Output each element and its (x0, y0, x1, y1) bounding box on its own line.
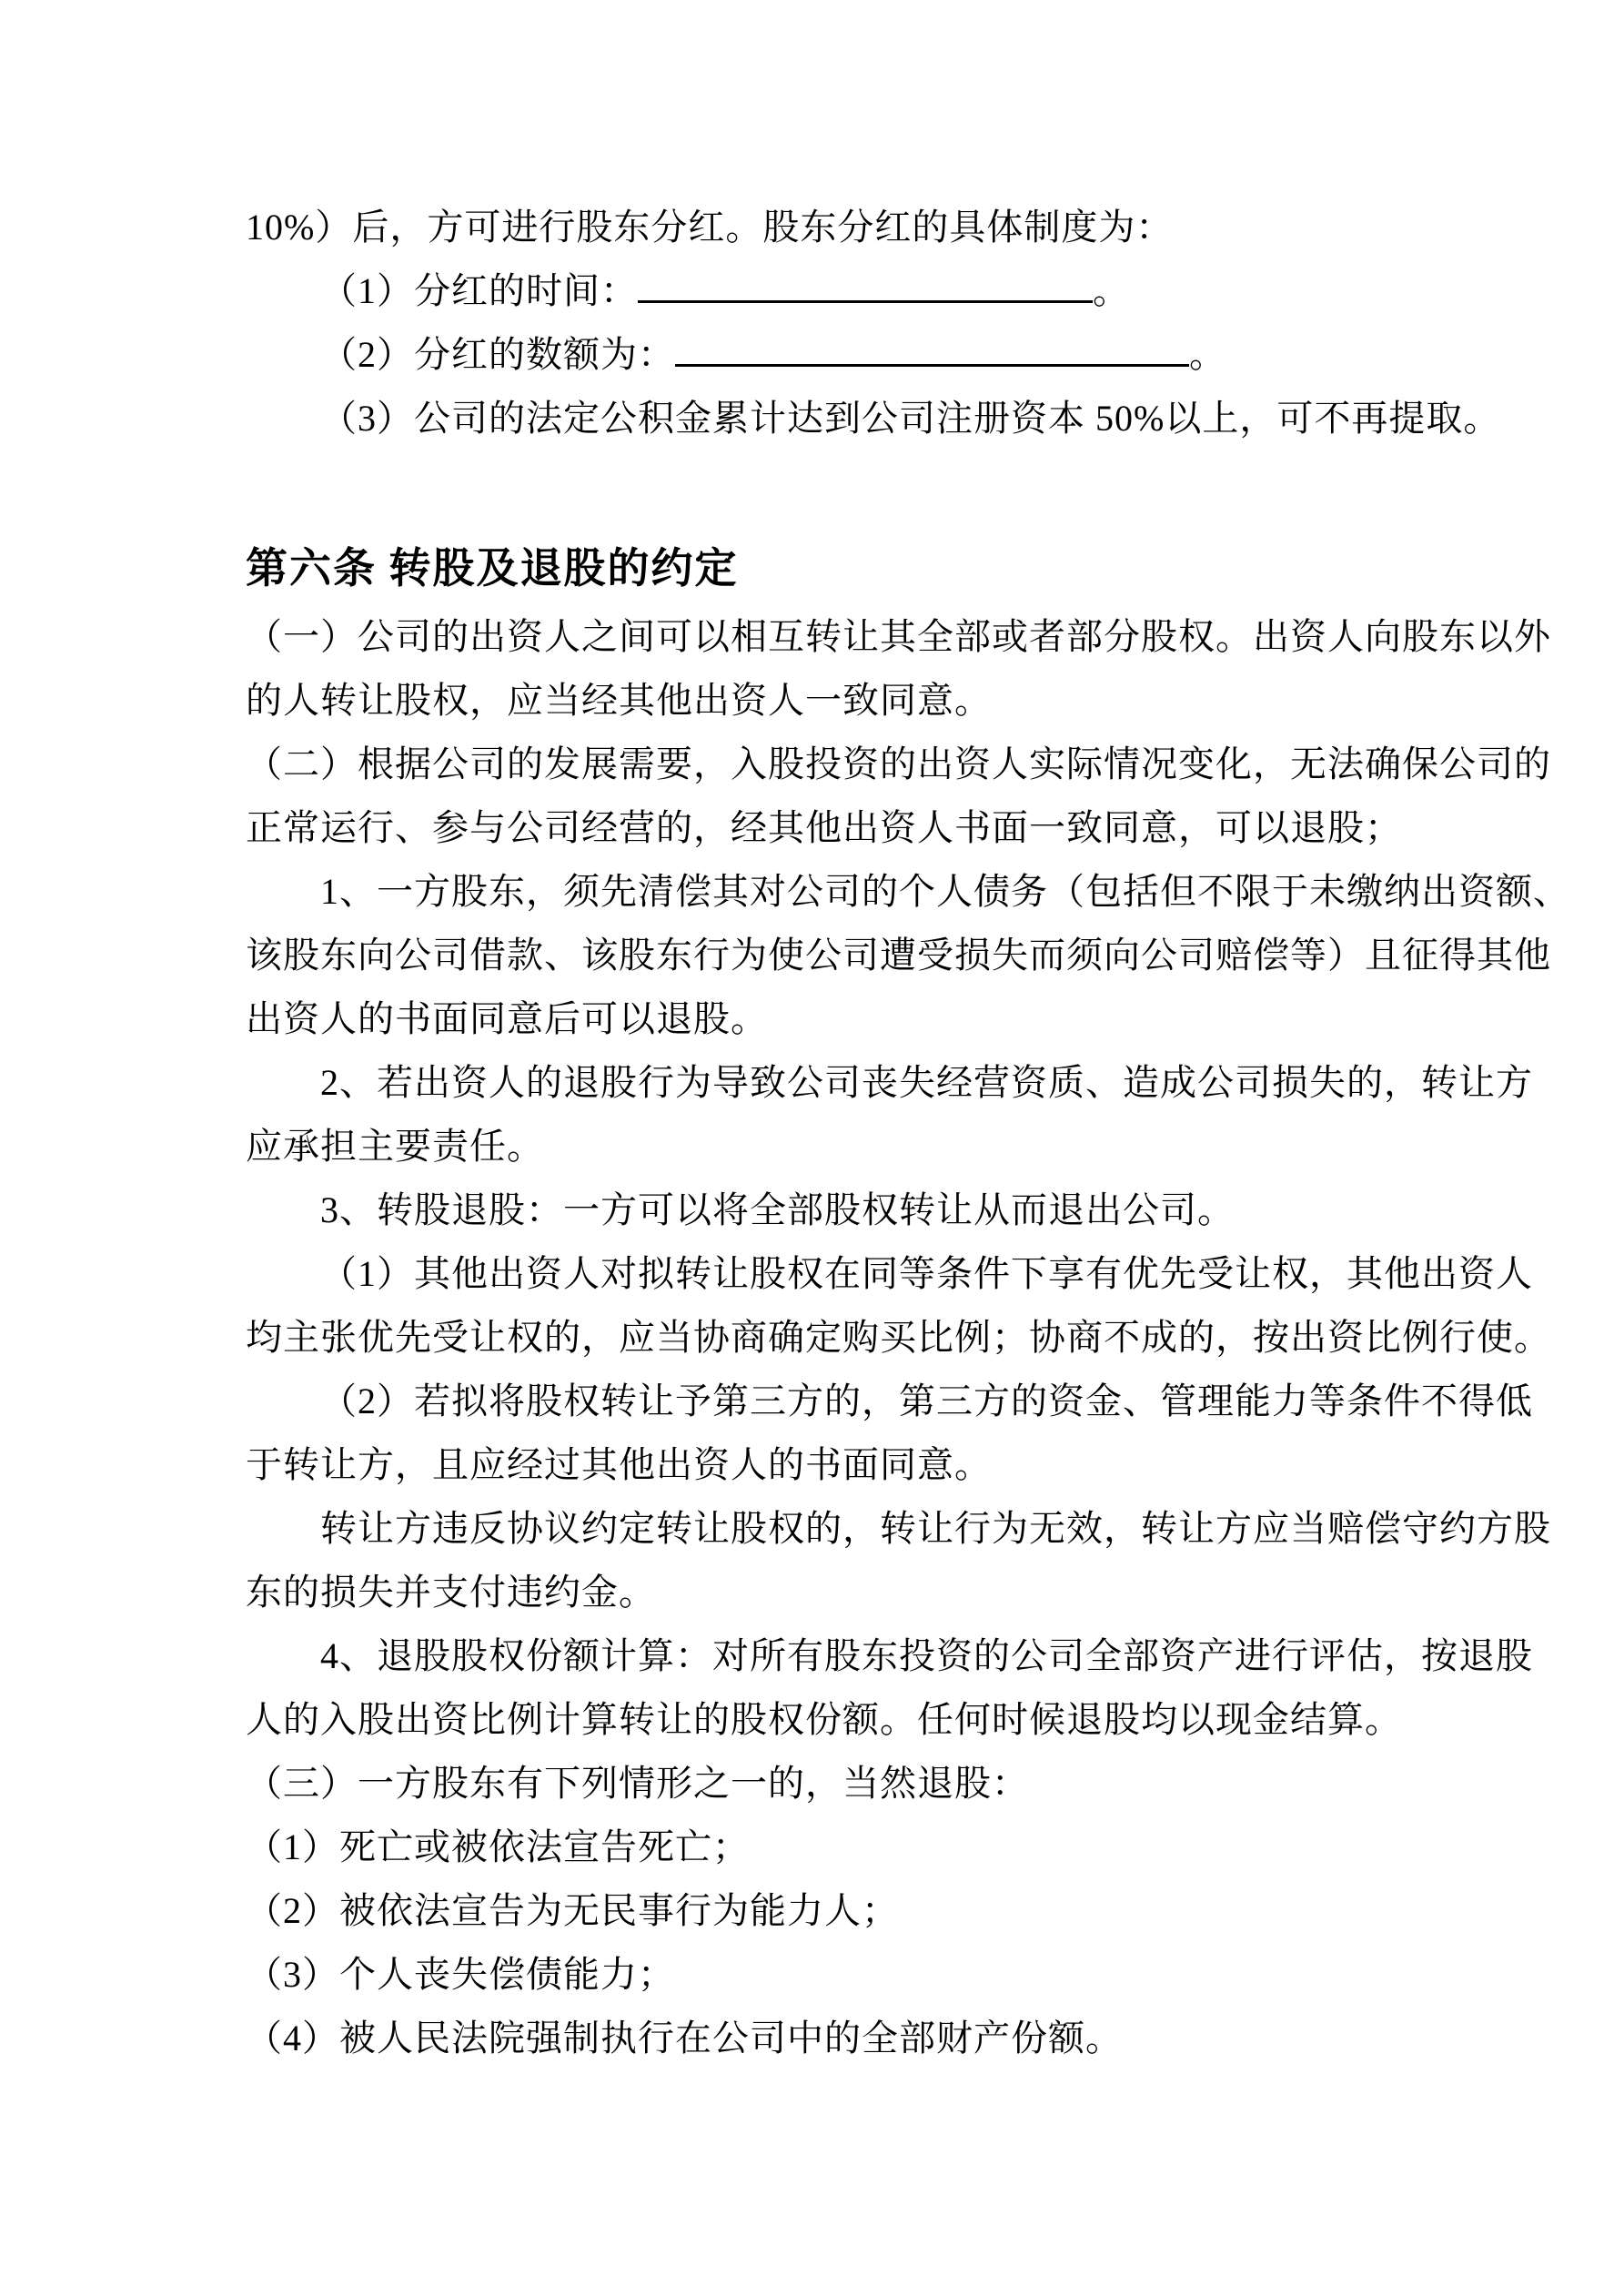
text-line: 东的损失并支付违约金。 (246, 1572, 656, 1613)
fill-in-line (246, 323, 1378, 387)
fill-in-line (246, 259, 1378, 323)
section-heading: 第六条 转股及退股的约定 (246, 545, 739, 592)
fill-in-blank-underline (638, 264, 1093, 303)
text-line: （3）公司的法定公积金累计达到公司注册资本 50%以上，可不再提取。 (320, 398, 1501, 439)
text-line: 的人转让股权，应当经其他出资人一致同意。 (246, 680, 992, 721)
text-line: 于转让方，且应经过其他出资人的书面同意。 (246, 1444, 992, 1485)
text-line: （二）根据公司的发展需要，入股投资的出资人实际情况变化，无法确保公司的 (246, 743, 1551, 784)
period-after-blank: 。 (1189, 334, 1226, 375)
text-line: 4、退股股权份额计算：对所有股东投资的公司全部资产进行评估，按退股 (320, 1635, 1533, 1676)
text-line: 均主张优先受让权的，应当协商确定购买比例；协商不成的，按出资比例行使。 (246, 1317, 1551, 1358)
text-line: （2）被依法宣告为无民事行为能力人； (246, 1890, 899, 1931)
text-line: 正常运行、参与公司经营的，经其他出资人书面一致同意，可以退股； (246, 807, 1402, 848)
text-line: （1）死亡或被依法宣告死亡； (246, 1826, 750, 1867)
text-line: （三）一方股东有下列情形之一的，当然退股： (246, 1763, 1029, 1804)
text-line: 应承担主要责任。 (246, 1126, 544, 1167)
text-line: （2）若拟将股权转让予第三方的，第三方的资金、管理能力等条件不得低 (320, 1381, 1533, 1421)
text-line: （一）公司的出资人之间可以相互转让其全部或者部分股权。出资人向股东以外 (246, 616, 1551, 657)
text-line: 人的入股出资比例计算转让的股权份额。任何时候退股均以现金结算。 (246, 1699, 1402, 1740)
text-line: 1、一方股东，须先清偿其对公司的个人债务（包括但不限于未缴纳出资额、 (320, 871, 1570, 912)
text-line: 转让方违反协议约定转让股权的，转让行为无效，转让方应当赔偿守约方股 (320, 1508, 1551, 1549)
text-line: 该股东向公司借款、该股东行为使公司遭受损失而须向公司赔偿等）且征得其他 (246, 935, 1551, 976)
text-line: （3）个人丧失偿债能力； (246, 1954, 675, 1995)
fill-in-label: （1）分红的时间： (320, 270, 638, 311)
text-line: 10%）后，方可进行股东分红。股东分红的具体制度为： (246, 207, 1174, 248)
text-line: 3、转股退股：一方可以将全部股权转让从而退出公司。 (320, 1189, 1235, 1230)
text-line: 出资人的书面同意后可以退股。 (246, 998, 768, 1039)
text-line: （1）其他出资人对拟转让股权在同等条件下享有优先受让权，其他出资人 (320, 1253, 1533, 1294)
fill-in-blank-underline (675, 328, 1189, 367)
text-line: （4）被人民法院强制执行在公司中的全部财产份额。 (246, 2018, 1123, 2058)
fill-in-label: （2）分红的数额为： (320, 334, 675, 375)
text-line: 2、若出资人的退股行为导致公司丧失经营资质、造成公司损失的，转让方 (320, 1062, 1533, 1103)
period-after-blank: 。 (1093, 270, 1130, 311)
